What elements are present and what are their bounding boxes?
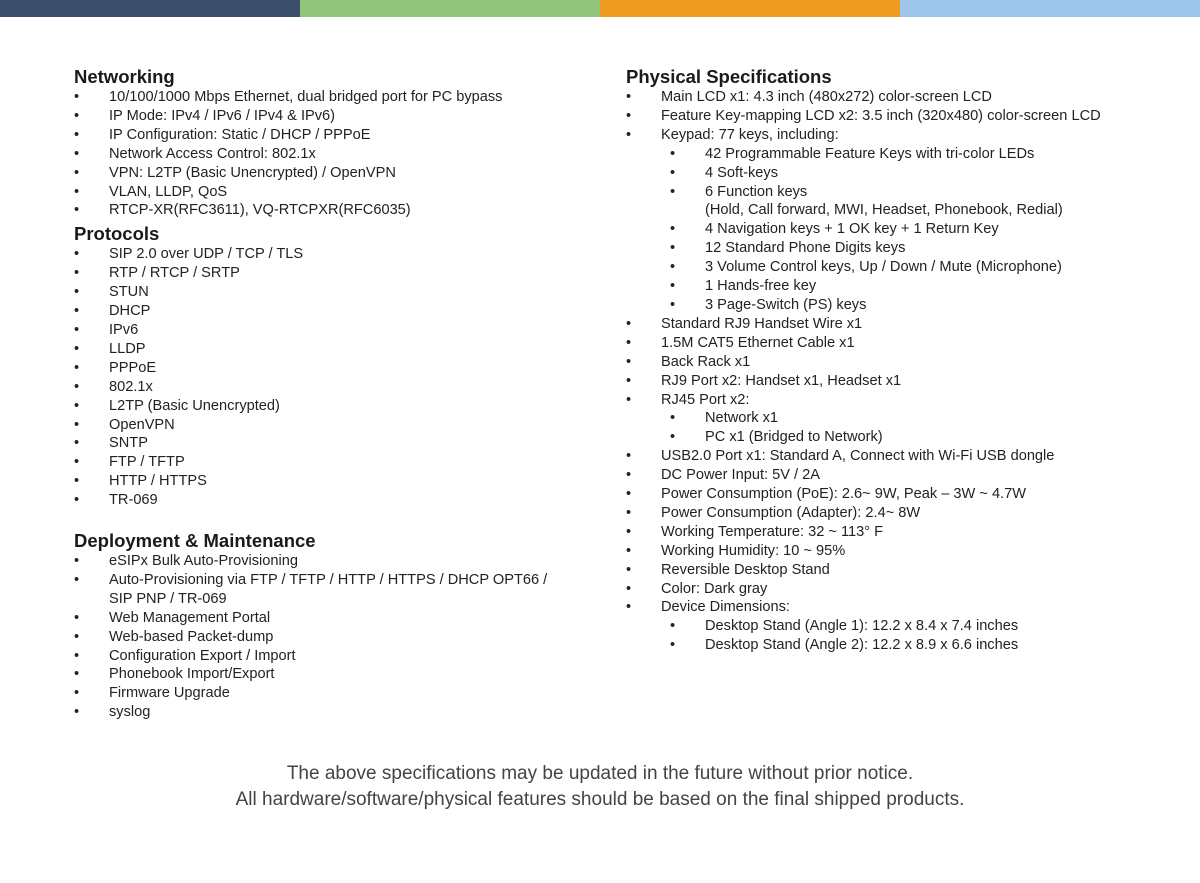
- bar-segment-orange: [600, 0, 900, 17]
- sub-list-item: • 42 Programmable Feature Keys with tri-color LEDs: [626, 145, 1186, 164]
- list-item: • VLAN, LLDP, QoS: [74, 183, 594, 202]
- list-item: • PPPoE: [74, 359, 594, 378]
- list-item: • syslog: [74, 703, 594, 722]
- protocols-heading: Protocols: [74, 223, 160, 245]
- list-item: • L2TP (Basic Unencrypted): [74, 397, 594, 416]
- list-item: • RTP / RTCP / SRTP: [74, 264, 594, 283]
- protocols-list: [74, 245, 594, 510]
- list-item: • TR-069: [74, 491, 594, 510]
- left-column: [74, 66, 594, 722]
- list-item: • 10/100/1000 Mbps Ethernet, dual bridged port for PC bypass: [74, 88, 594, 107]
- sub-list-item: • 1 Hands-free key: [626, 277, 1186, 296]
- sub-list-item: • Network x1: [626, 409, 1186, 428]
- disclaimer-footer: [0, 761, 1200, 813]
- list-item: • Keypad: 77 keys, including:: [626, 126, 1186, 145]
- list-item: • Power Consumption (PoE): 2.6~ 9W, Peak – 3W ~ 4.7W: [626, 485, 1186, 504]
- bar-segment-navy: [0, 0, 300, 17]
- list-item: • Reversible Desktop Stand: [626, 561, 1186, 580]
- list-item: • 1.5M CAT5 Ethernet Cable x1: [626, 334, 1186, 353]
- sub-list-item: • 3 Volume Control keys, Up / Down / Mute (Microphone): [626, 258, 1186, 277]
- list-item: • RJ9 Port x2: Handset x1, Headset x1: [626, 372, 1186, 391]
- list-item: • VPN: L2TP (Basic Unencrypted) / OpenVPN: [74, 164, 594, 183]
- bar-segment-green: [300, 0, 600, 17]
- list-item: • Standard RJ9 Handset Wire x1: [626, 315, 1186, 334]
- list-item: • RTCP-XR(RFC3611), VQ-RTCPXR(RFC6035): [74, 201, 594, 220]
- list-item: • Working Humidity: 10 ~ 95%: [626, 542, 1186, 561]
- deployment-heading: Deployment & Maintenance: [74, 530, 316, 552]
- list-item: • Power Consumption (Adapter): 2.4~ 8W: [626, 504, 1186, 523]
- list-item: • STUN: [74, 283, 594, 302]
- list-item: • Back Rack x1: [626, 353, 1186, 372]
- sub-list-item: • 4 Soft-keys: [626, 164, 1186, 183]
- list-item: • Phonebook Import/Export: [74, 665, 594, 684]
- list-item: • Device Dimensions:: [626, 598, 1186, 617]
- sub-list-item: • 6 Function keys: [626, 183, 1186, 202]
- deployment-list: [74, 552, 594, 722]
- list-item: • FTP / TFTP: [74, 453, 594, 472]
- list-item: • Network Access Control: 802.1x: [74, 145, 594, 164]
- list-item: • Configuration Export / Import: [74, 647, 594, 666]
- list-item: • IP Mode: IPv4 / IPv6 / IPv4 & IPv6): [74, 107, 594, 126]
- sub-list-item: • 12 Standard Phone Digits keys: [626, 239, 1186, 258]
- right-column: [626, 66, 1186, 655]
- physical-specs-list: [626, 88, 1186, 655]
- sub-list-item: • PC x1 (Bridged to Network): [626, 428, 1186, 447]
- networking-list: [74, 88, 594, 220]
- list-item: • IPv6: [74, 321, 594, 340]
- list-item: • SNTP: [74, 434, 594, 453]
- list-item: • USB2.0 Port x1: Standard A, Connect with Wi-Fi USB dongle: [626, 447, 1186, 466]
- list-item: • Web Management Portal: [74, 609, 594, 628]
- sub-list-item: • Desktop Stand (Angle 2): 12.2 x 8.9 x 6.6 inches: [626, 636, 1186, 655]
- sub-list-item-continuation: (Hold, Call forward, MWI, Headset, Phonebook, Redial): [705, 202, 1063, 219]
- disclaimer-line-1: The above specifications may be updated in the future without prior notice.: [286, 763, 914, 784]
- list-item: • HTTP / HTTPS: [74, 472, 594, 491]
- physical-specs-heading: Physical Specifications: [626, 66, 832, 87]
- list-item-continuation: SIP PNP / TR-069: [109, 590, 227, 607]
- list-item: • Main LCD x1: 4.3 inch (480x272) color-screen LCD: [626, 88, 1186, 107]
- list-item: • Firmware Upgrade: [74, 684, 594, 703]
- list-item: • Color: Dark gray: [626, 580, 1186, 599]
- list-item: • DHCP: [74, 302, 594, 321]
- list-item: • Auto-Provisioning via FTP / TFTP / HTTP / HTTPS / DHCP OPT66 /: [74, 571, 594, 590]
- networking-heading: Networking: [74, 66, 175, 87]
- list-item: • Web-based Packet-dump: [74, 628, 594, 647]
- list-item: • IP Configuration: Static / DHCP / PPPoE: [74, 126, 594, 145]
- sub-list-item: • 3 Page-Switch (PS) keys: [626, 296, 1186, 315]
- list-item: • DC Power Input: 5V / 2A: [626, 466, 1186, 485]
- list-item: • 802.1x: [74, 378, 594, 397]
- sub-list-item: • 4 Navigation keys + 1 OK key + 1 Return Key: [626, 220, 1186, 239]
- sub-list-item: • Desktop Stand (Angle 1): 12.2 x 8.4 x 7.4 inches: [626, 617, 1186, 636]
- list-item: • Feature Key-mapping LCD x2: 3.5 inch (320x480) color-screen LCD: [626, 107, 1186, 126]
- top-color-bar: [0, 0, 1200, 17]
- list-item: • OpenVPN: [74, 416, 594, 435]
- list-item: • LLDP: [74, 340, 594, 359]
- bar-segment-lightblue: [900, 0, 1200, 17]
- list-item: • RJ45 Port x2:: [626, 391, 1186, 410]
- disclaimer-line-2: All hardware/software/physical features should be based on the final shipped products.: [235, 789, 965, 810]
- list-item: • eSIPx Bulk Auto-Provisioning: [74, 552, 594, 571]
- list-item: • Working Temperature: 32 ~ 113° F: [626, 523, 1186, 542]
- list-item: • SIP 2.0 over UDP / TCP / TLS: [74, 245, 594, 264]
